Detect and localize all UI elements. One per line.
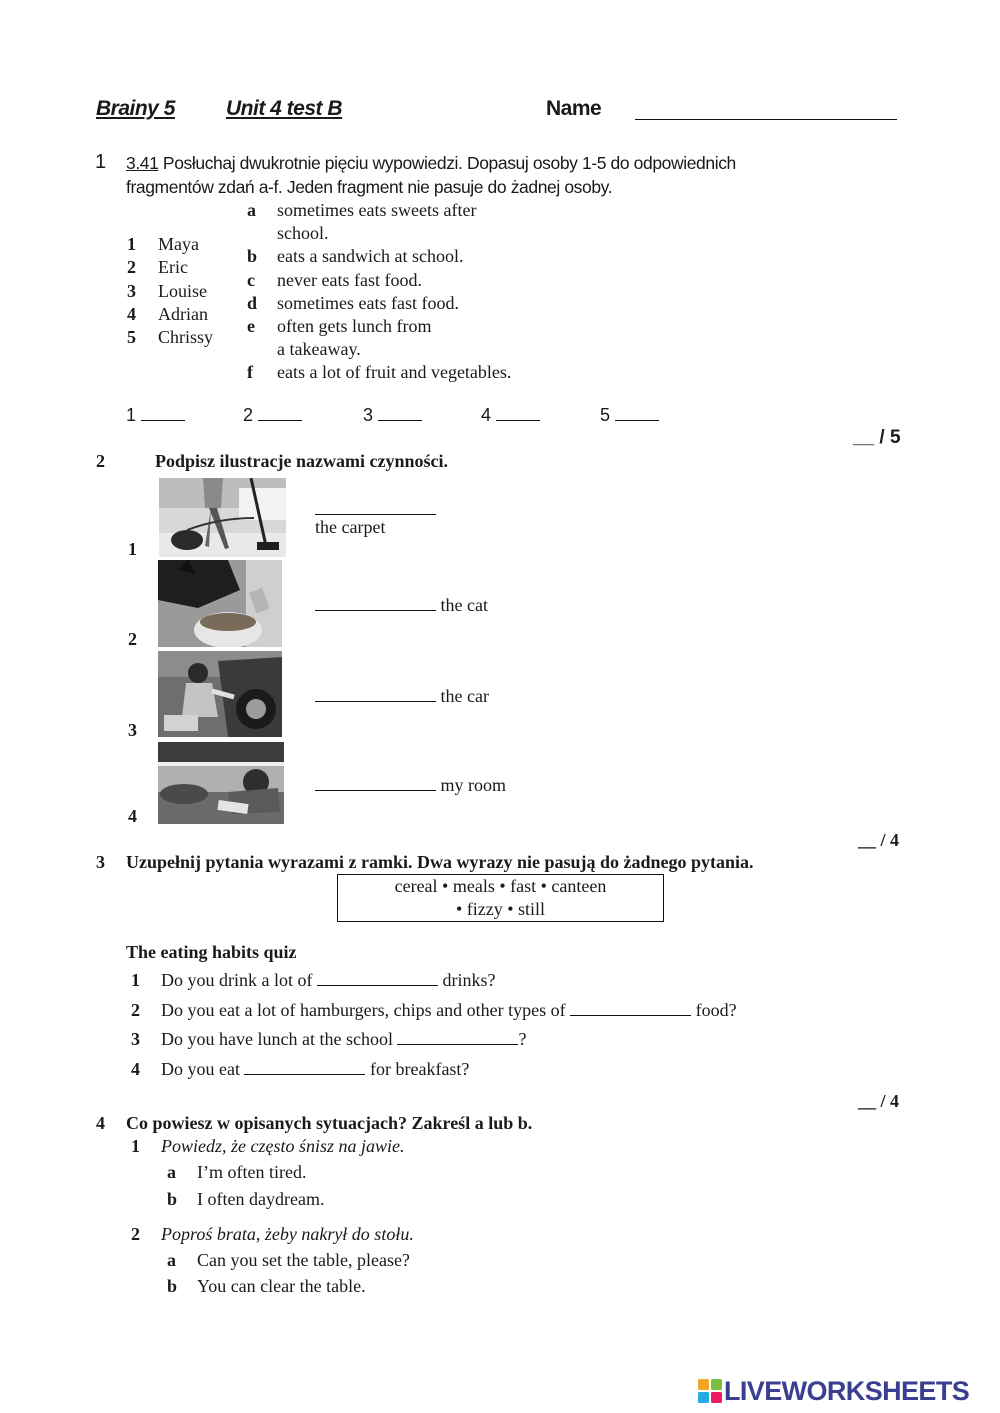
word-box-line2: • fizzy • still <box>455 899 546 919</box>
fragment-row-cont: a takeaway. <box>277 339 361 360</box>
q1-answer-blank[interactable] <box>615 420 659 421</box>
q3-answer-blank[interactable] <box>317 985 438 986</box>
q3-answer-blank[interactable] <box>570 1015 691 1016</box>
q1-answer-blank[interactable] <box>258 420 302 421</box>
q1-people-list <box>127 233 213 349</box>
q1-score: __ / 5 <box>853 427 901 448</box>
q1-answer-blank[interactable] <box>496 420 540 421</box>
q3-answer-blank[interactable] <box>397 1044 518 1045</box>
q2-item-line <box>315 686 489 707</box>
q1-answer-5: 5 <box>600 405 659 426</box>
fragment-row: d sometimes eats fast food. <box>247 292 459 313</box>
quiz-title: The eating habits quiz <box>126 942 297 962</box>
q4-prompt: 2 Poproś brata, żeby nakrył do stołu. <box>131 1224 414 1244</box>
q1-instruction-line1: Posłuchaj dwukrotnie pięciu wypowiedzi. Dopasuj osoby 1-5 do odpowiednich <box>158 153 736 173</box>
q1-fragments-list <box>247 199 511 385</box>
q4-number: 4 <box>96 1113 105 1133</box>
q1-track-number: 3.41 <box>126 153 159 173</box>
name-input-line[interactable] <box>635 119 897 120</box>
person-row: 3 Louise <box>127 280 207 301</box>
feeding-cat-photo <box>158 560 282 647</box>
q2-number: 2 <box>96 451 105 471</box>
liveworksheets-logo-text: LIVEWORKSHEETS <box>724 1376 970 1406</box>
q2-answer-blank[interactable] <box>315 701 436 702</box>
q2-item-object: the carpet <box>315 517 386 537</box>
word-box-line1: cereal • meals • fast • canteen <box>394 876 607 896</box>
fragment-row: f eats a lot of fruit and vegetables. <box>247 362 512 383</box>
q2-item-object: the cat <box>440 595 488 615</box>
q4-option[interactable]: b You can clear the table. <box>167 1276 366 1296</box>
q2-answer-blank[interactable] <box>315 610 436 611</box>
q2-item-number: 3 <box>128 720 137 740</box>
q1-instruction <box>126 151 906 199</box>
person-row: 4 Adrian <box>127 303 208 324</box>
q1-instruction-line2: fragmentów zdań a-f. Jeden fragment nie pasuje do żadnej osoby. <box>126 177 613 197</box>
q2-item-number: 2 <box>128 629 137 649</box>
q3-instruction: Uzupełnij pytania wyrazami z ramki. Dwa wyrazy nie pasują do żadnego pytania. <box>126 852 754 872</box>
q4-option[interactable]: a I’m often tired. <box>167 1162 307 1182</box>
q2-item-line <box>315 775 506 796</box>
q1-answer-blank[interactable] <box>378 420 422 421</box>
q3-number: 3 <box>96 852 105 872</box>
q4-option[interactable]: a Can you set the table, please? <box>167 1250 410 1270</box>
fragment-row: e often gets lunch from <box>247 316 432 337</box>
q1-answer-4: 4 <box>481 405 540 426</box>
quiz-question: 4 Do you eat for breakfast? <box>131 1059 470 1079</box>
fragment-row: a sometimes eats sweets after <box>247 200 477 220</box>
q2-item-line <box>315 595 488 616</box>
book-title: Brainy 5 <box>96 97 175 120</box>
q4-option[interactable]: b I often daydream. <box>167 1189 325 1209</box>
q2-item-object: my room <box>440 775 506 795</box>
vacuum-cleaning-photo <box>159 478 286 557</box>
unit-title: Unit 4 test B <box>226 97 343 120</box>
quiz-question: 3 Do you have lunch at the school ? <box>131 1029 527 1049</box>
q2-item-object: the car <box>440 686 489 706</box>
fragment-row: b eats a sandwich at school. <box>247 246 464 267</box>
q1-answer-3: 3 <box>363 405 422 426</box>
person-row: 1 Maya <box>127 234 199 254</box>
q2-item-number: 1 <box>128 539 137 559</box>
q4-instruction: Co powiesz w opisanych sytuacjach? Zakreśl a lub b. <box>126 1113 533 1133</box>
q2-score: __ / 4 <box>858 830 900 850</box>
fragment-row: c never eats fast food. <box>247 269 422 290</box>
q2-item-number: 4 <box>128 806 137 826</box>
q1-number: 1 <box>95 151 107 173</box>
q3-score: __ / 4 <box>858 1091 900 1111</box>
fragment-row-cont: school. <box>277 223 329 244</box>
name-label: Name <box>546 97 602 120</box>
q1-answer-1: 1 <box>126 405 185 426</box>
quiz-question: 1 Do you drink a lot of drinks? <box>131 970 496 990</box>
person-row: 5 Chrissy <box>127 327 214 348</box>
person-row: 2 Eric <box>127 257 188 278</box>
q1-answer-blank[interactable] <box>141 420 185 421</box>
tidying-room-photo <box>158 742 284 824</box>
washing-car-photo <box>158 651 282 737</box>
q3-answer-blank[interactable] <box>244 1074 365 1075</box>
q1-answer-2: 2 <box>243 405 302 426</box>
q2-answer-blank[interactable] <box>315 514 436 515</box>
q4-prompt: 1 Powiedz, że często śnisz na jawie. <box>131 1136 405 1156</box>
word-box <box>337 874 664 922</box>
q2-answer-blank[interactable] <box>315 790 436 791</box>
liveworksheets-logo-icon <box>698 1379 722 1403</box>
q2-instruction: Podpisz ilustracje nazwami czynności. <box>155 451 448 471</box>
quiz-question: 2 Do you eat a lot of hamburgers, chips and other types of food? <box>131 1000 737 1020</box>
